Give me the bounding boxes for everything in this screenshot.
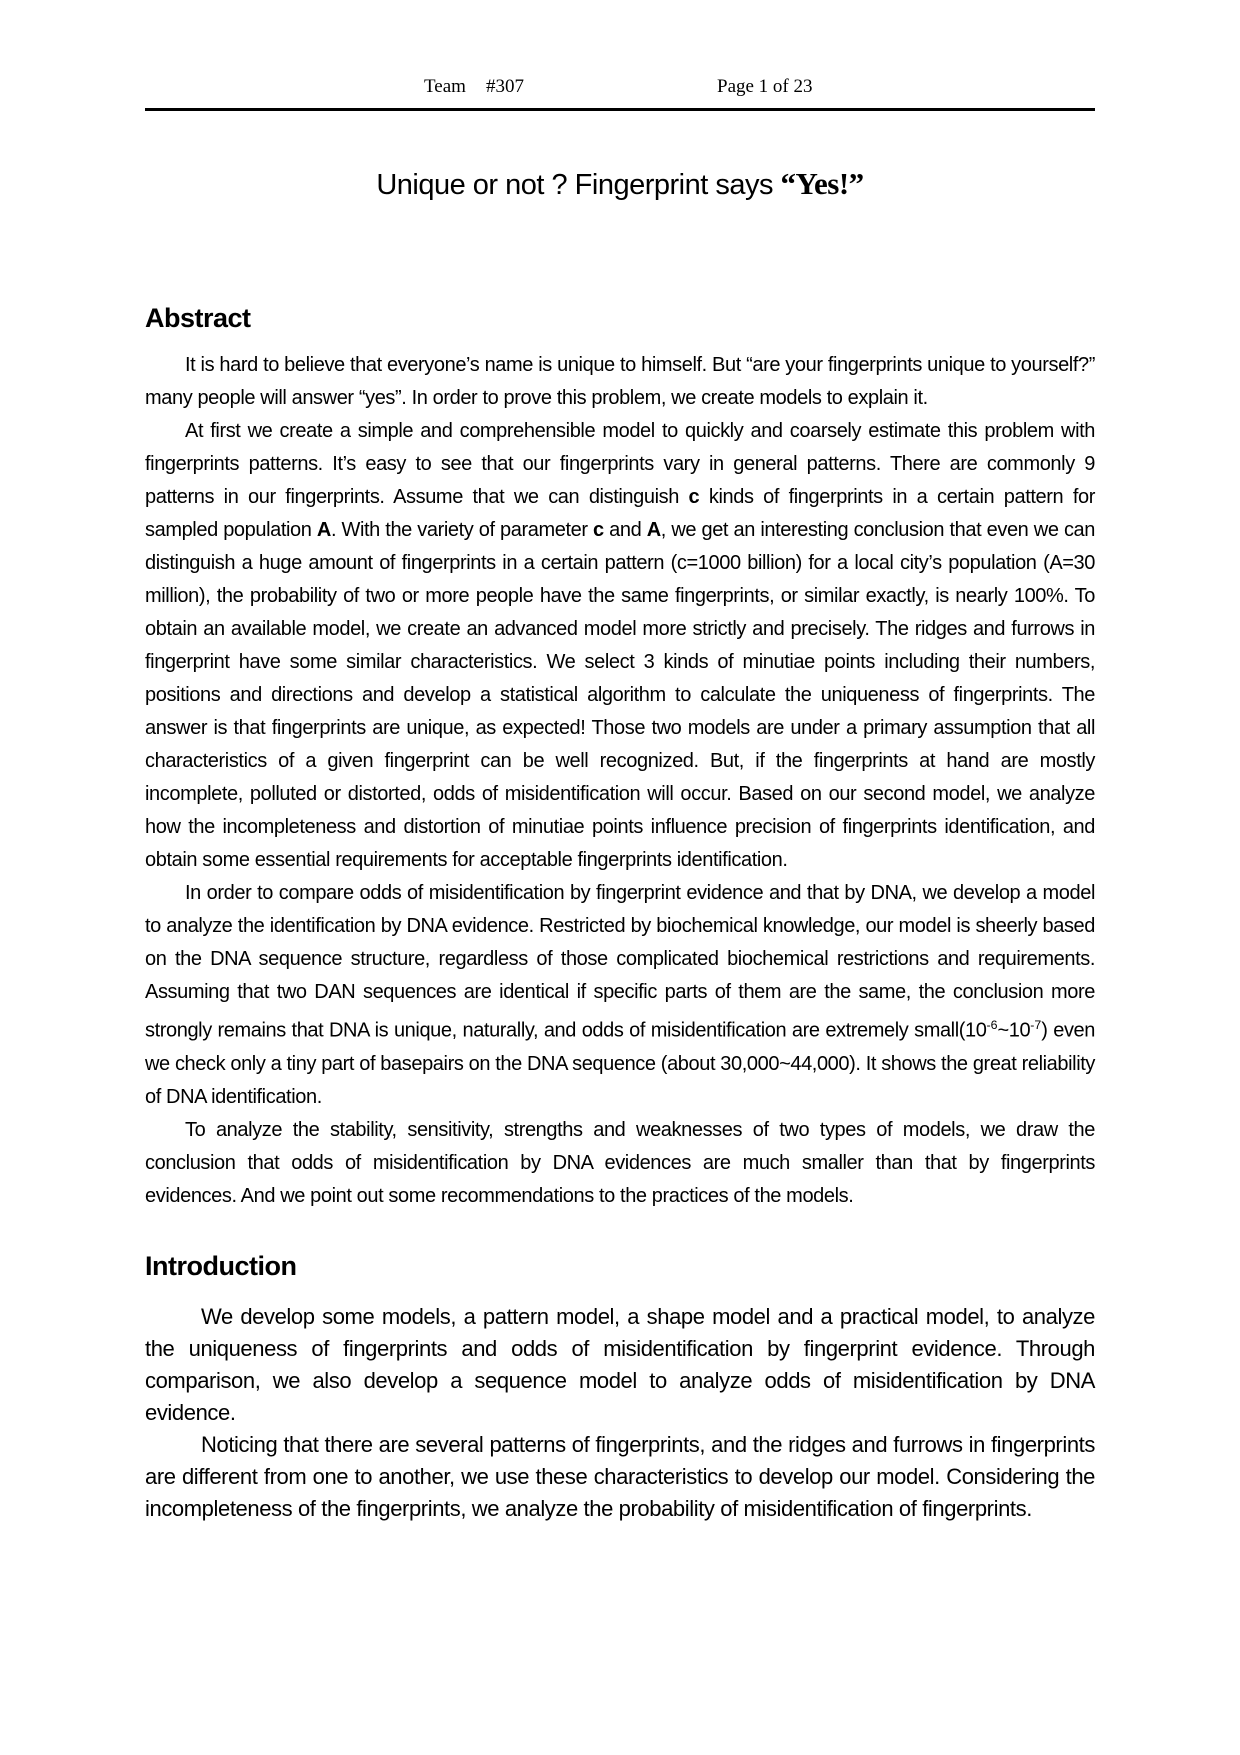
text-segment: At first we create a simple and comprehensible model to quickly and coarsely estimate this problem with fingerprints patterns. It’s easy to see that our fingerprints vary in general patterns. There are commonly 9 patterns in our fingerprints. Assume that we can distinguish bbox=[145, 420, 1095, 508]
header-rule bbox=[145, 108, 1095, 111]
text-segment: In order to compare odds of misidentification by fingerprint evidence and that by DNA, we develop a model to analyze the identification by DNA evidence. Restricted by biochemical knowledge, our model is sheerly based on the DNA sequence structure, regardless of those complicated biochemical restrictions and requirements. Assuming that two DAN sequences are identical if specific parts of them are the same, the conclusion more strongly remains that DNA is unique, naturally, and odds of misidentification are extremely small(10 bbox=[145, 882, 1095, 1042]
text-segment: “Yes!” bbox=[780, 166, 864, 201]
text-segment: -7 bbox=[1030, 1018, 1042, 1032]
page-header bbox=[0, 76, 1240, 100]
text-segment: ) even we check only a tiny part of basepairs on the DNA sequence (about 30,000~44,000). It shows the great reliability of DNA identification. bbox=[145, 1019, 1096, 1108]
abstract-paragraph-1 bbox=[145, 349, 1095, 415]
text-segment: A bbox=[316, 519, 331, 541]
text-segment: , we get an interesting conclusion that even we can distinguish a huge amount of fingerprints in a certain pattern (c=1000 billion) for a local city’s population (A=30 million), the probability of two or more people have the same fingerprints, or similar exactly, is nearly 100%. To obtain an available model, we create an advanced model more strictly and precisely. The ridges and furrows in fingerprint have some similar characteristics. We select 3 kinds of minutiae points including their numbers, positions and directions and develop a statistical algorithm to calculate the uniqueness of fingerprints. The answer is that fingerprints are unique, as expected! Those two models are under a primary assumption that all characteristics of a given fingerprint can be well recognized. But, if the fingerprints at hand are mostly incomplete, polluted or distorted, odds of misidentification will occur. Based on our second model, we analyze how the incompleteness and distortion of minutiae points influence precision of fingerprints identification, and obtain some essential requirements for acceptable fingerprints identification. bbox=[145, 519, 1096, 871]
text-segment: It is hard to believe that everyone’s name is unique to himself. But “are your fingerprints unique to yourself?” many people will answer “yes”. In order to prove this problem, we create models to explain it. bbox=[145, 354, 1095, 409]
document-body bbox=[145, 166, 1095, 1525]
abstract-paragraph-4 bbox=[145, 1114, 1095, 1213]
text-segment: kinds of fingerprints in a certain pattern for sampled population bbox=[145, 486, 1095, 541]
text-segment: A bbox=[646, 519, 661, 541]
introduction-paragraph-2 bbox=[145, 1429, 1095, 1525]
abstract-paragraph-2 bbox=[145, 415, 1095, 877]
header-team-number: #307 bbox=[486, 76, 524, 97]
section-heading-introduction: Introduction bbox=[145, 1250, 297, 1281]
text-segment: c bbox=[593, 519, 604, 541]
header-team-label: Team bbox=[424, 76, 466, 97]
text-segment: c bbox=[688, 486, 700, 508]
text-segment: To analyze the stability, sensitivity, strengths and weaknesses of two types of models, we draw the conclusion that odds of misidentification by DNA evidences are much smaller than that by fingerprints evidences. And we point out some recommendations to the practices of the models. bbox=[145, 1118, 1095, 1207]
abstract-paragraph-3 bbox=[145, 877, 1095, 1114]
header-page-number: Page 1 of 23 bbox=[717, 76, 813, 97]
text-segment: Unique or not ? Fingerprint says bbox=[376, 169, 781, 201]
text-segment: and bbox=[603, 519, 647, 541]
paper-title bbox=[145, 166, 1095, 203]
text-segment: We develop some models, a pattern model, a shape model and a practical model, to analyze the uniqueness of fingerprints and odds of misidentification by fingerprint evidence. Through comparison, we also develop a sequence model to analyze odds of misidentification by DNA evidence. bbox=[145, 1303, 1095, 1425]
introduction-paragraph-1 bbox=[145, 1301, 1095, 1429]
text-segment: . With the variety of parameter bbox=[330, 519, 594, 541]
section-heading-abstract: Abstract bbox=[145, 303, 251, 333]
text-segment: Noticing that there are several patterns of fingerprints, and the ridges and furrows in fingerprints are different from one to another, we use these characteristics to develop our model. Considering the incompleteness of the fingerprints, we analyze the probability of misidentification of fingerprints. bbox=[145, 1431, 1095, 1521]
text-segment: -6 bbox=[986, 1018, 998, 1032]
text-segment: ~10 bbox=[997, 1019, 1031, 1042]
